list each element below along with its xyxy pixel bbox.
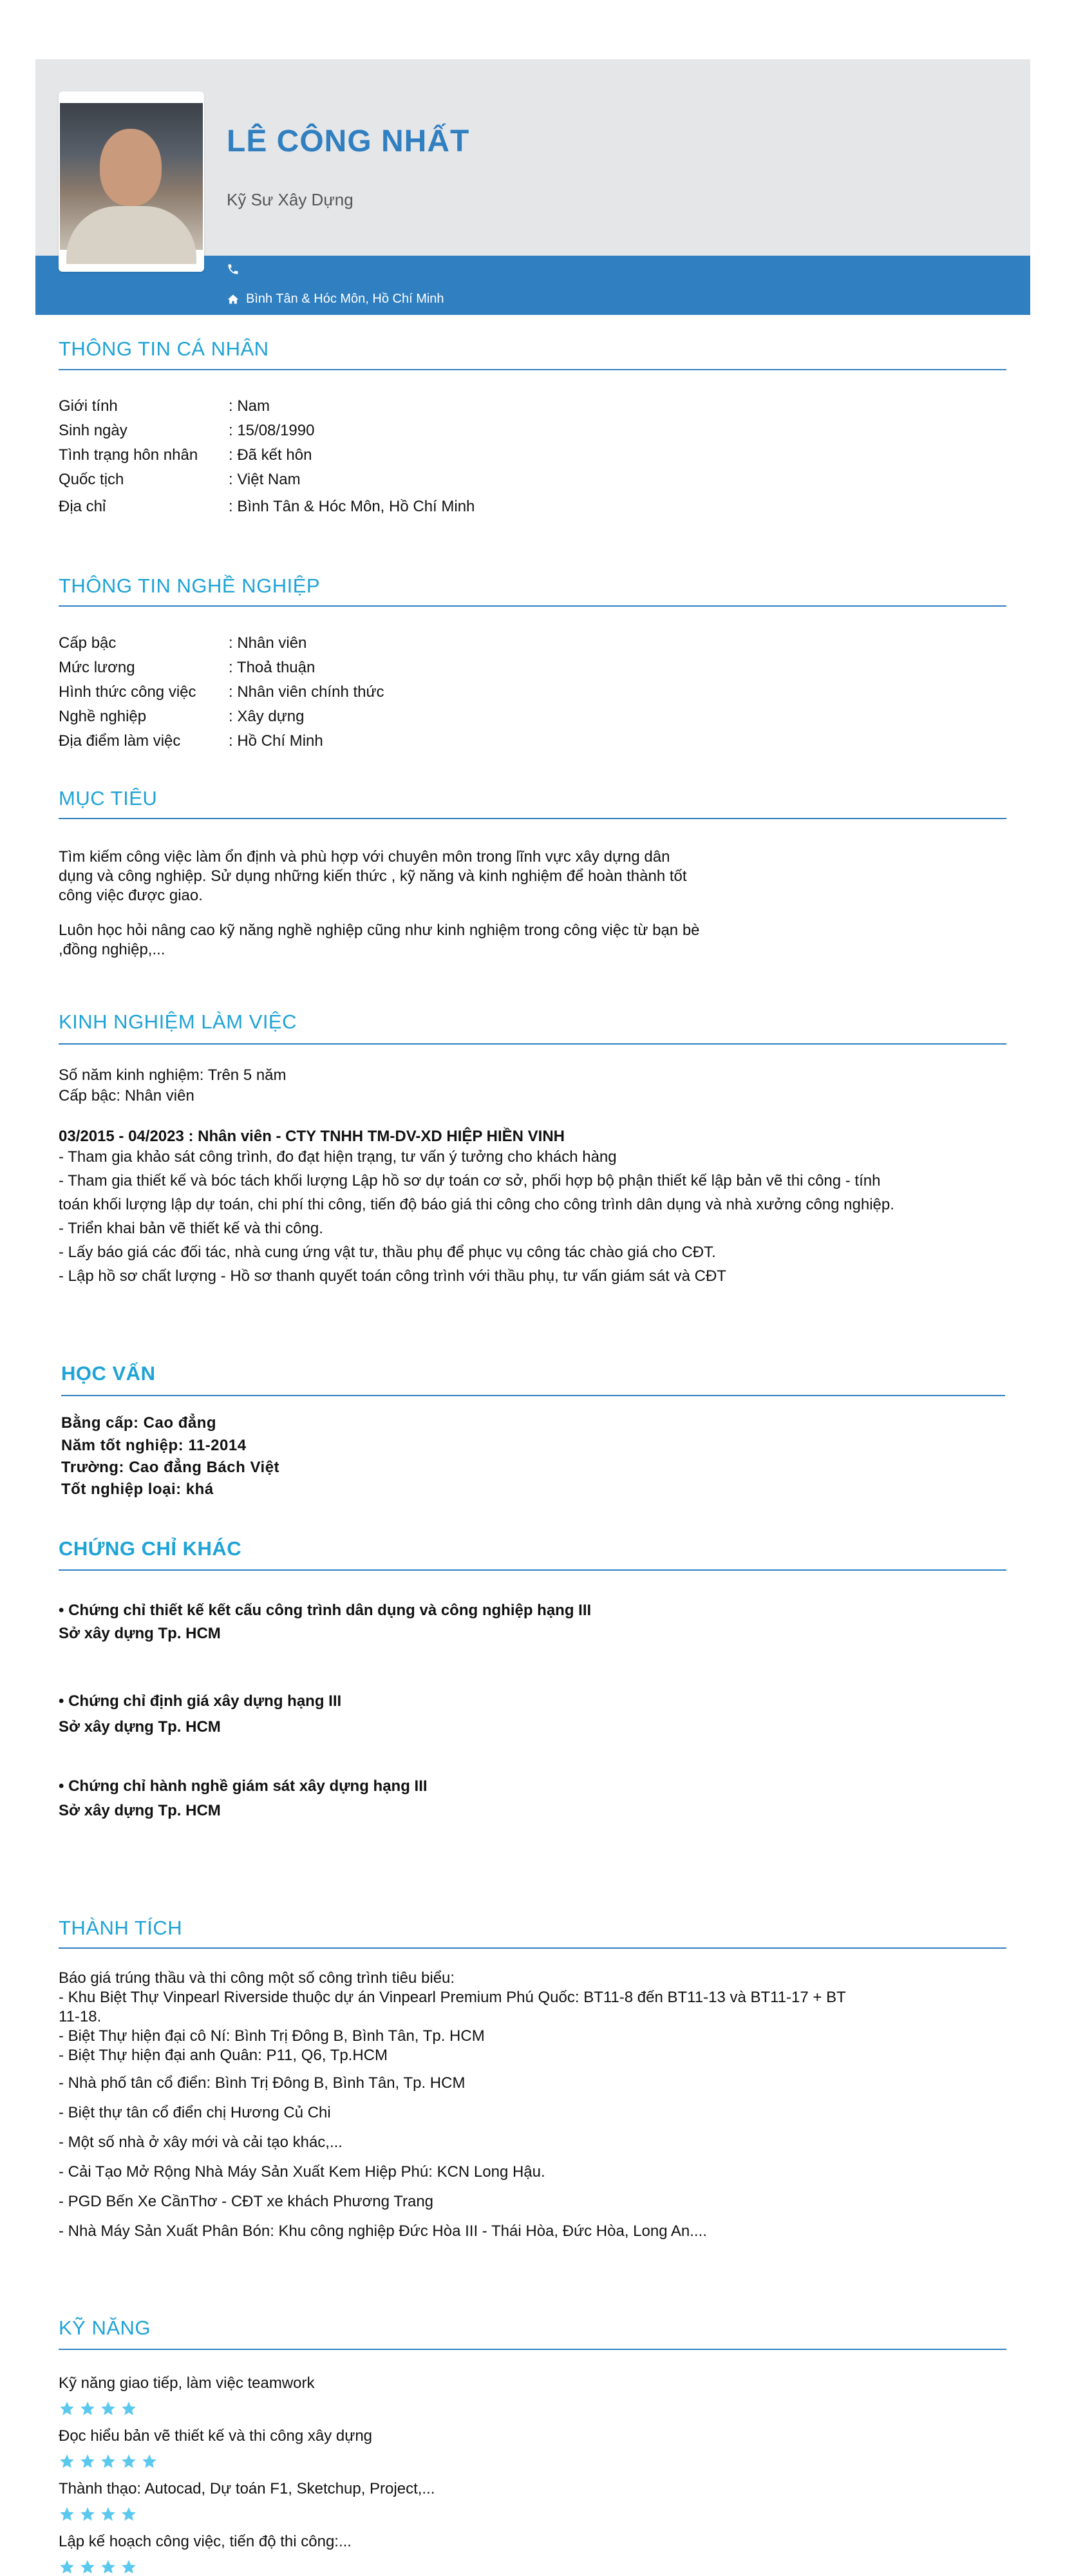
skill-name: Đọc hiểu bản vẽ thiết kế và thi công xây dựng xyxy=(59,2427,373,2445)
skill-rating xyxy=(59,2559,137,2575)
skills-divider xyxy=(59,2349,1006,2350)
value-birthdate: : 15/08/1990 xyxy=(229,422,315,439)
label-work-type: Hình thức công việc xyxy=(59,683,196,701)
value-salary: : Thoả thuận xyxy=(229,659,316,676)
achievement-item: - Một số nhà ở xây mới và cải tạo khác,... xyxy=(59,2134,343,2151)
education-heading: HỌC VẤN xyxy=(61,1362,156,1385)
job-line: - Triển khai bản vẽ thiết kế và thi công. xyxy=(59,1220,323,1237)
value-level: : Nhân viên xyxy=(229,634,307,652)
achievements-divider xyxy=(59,1947,1006,1949)
career-heading: THÔNG TIN NGHỀ NGHIỆP xyxy=(59,574,321,597)
objective-line: công việc được giao. xyxy=(59,887,203,904)
achievement-item: - Nhà phố tân cổ điển: Bình Trị Đông B, Bình Tân, Tp. HCM xyxy=(59,2074,466,2092)
certificate-name: • Chứng chỉ hành nghề giám sát xây dựng hạng III xyxy=(59,1777,428,1795)
candidate-title: Kỹ Sư Xây Dựng xyxy=(227,190,353,209)
skill-rating xyxy=(59,2453,158,2470)
objective-divider xyxy=(59,818,1006,819)
candidate-name: LÊ CÔNG NHẤT xyxy=(227,124,470,158)
value-location: : Hồ Chí Minh xyxy=(229,732,323,750)
achievement-item: - Cải Tạo Mở Rộng Nhà Máy Sản Xuất Kem Hiệp Phú: KCN Long Hậu. xyxy=(59,2163,545,2181)
value-profession: : Xây dựng xyxy=(229,708,305,725)
label-salary: Mức lương xyxy=(59,659,135,676)
avatar-card xyxy=(59,91,204,272)
star-icon xyxy=(120,2400,137,2417)
achievement-item: - Khu Biệt Thự Vinpearl Riverside thuộc dự án Vinpearl Premium Phú Quốc: BT11-8 đến BT11-13 và BT11-17 + BT xyxy=(59,1989,846,2006)
achievement-item: - Biệt Thự hiện đại anh Quân: P11, Q6, Tp.HCM xyxy=(59,2047,388,2064)
skills-heading: KỸ NĂNG xyxy=(59,2316,151,2339)
job-line: toán khối lượng lập dự toán, chi phí thi công, tiến độ báo giá thi công cho công trình dân dụng và nhà xưởng công nghiệp. xyxy=(59,1196,894,1213)
experience-level: Cấp bậc: Nhân viên xyxy=(59,1087,194,1104)
value-marital: : Đã kết hôn xyxy=(229,446,312,464)
label-marital: Tình trạng hôn nhân xyxy=(59,446,198,464)
experience-divider xyxy=(59,1043,1006,1045)
objective-line: ,đồng nghiệp,... xyxy=(59,941,165,958)
certificate-issuer: Sở xây dựng Tp. HCM xyxy=(59,1802,221,1819)
certificates-heading: CHỨNG CHỈ KHÁC xyxy=(59,1537,242,1560)
job-description xyxy=(35,1147,1030,1285)
experience-years: Số năm kinh nghiệm: Trên 5 năm xyxy=(59,1066,287,1084)
address-row xyxy=(227,292,444,307)
star-icon xyxy=(100,2400,117,2417)
skill-name: Lập kế hoạch công việc, tiến độ thi công:... xyxy=(59,2533,352,2550)
career-divider xyxy=(59,605,1006,607)
label-address: Địa chỉ xyxy=(59,498,106,515)
star-icon xyxy=(59,2559,75,2575)
achievement-item: - Biệt Thự hiện đại cô Ní: Bình Trị Đông B, Bình Tân, Tp. HCM xyxy=(59,2027,485,2045)
star-icon xyxy=(59,2453,75,2470)
star-icon xyxy=(100,2506,117,2523)
job-line: - Tham gia thiết kế và bóc tách khối lượng Lập hồ sơ dự toán cơ sở, phối hợp bộ phận thiết kế lập bản vẽ thi công - tính xyxy=(59,1172,881,1189)
phone-row xyxy=(227,263,246,276)
job-line: - Lấy báo giá các đối tác, nhà cung ứng vật tư, thầu phụ để phục vụ công tác chào giá cho CĐT. xyxy=(59,1244,716,1261)
job-line: - Tham gia khảo sát công trình, đo đạt hiện trạng, tư vấn ý tưởng cho khách hàng xyxy=(59,1148,617,1166)
star-icon xyxy=(79,2506,96,2523)
job-line: - Lập hồ sơ chất lượng - Hồ sơ thanh quyết toán công trình với thầu phụ, tư vấn giám sát và CĐT xyxy=(59,1267,726,1285)
education-divider xyxy=(61,1395,1005,1396)
skill-name: Kỹ năng giao tiếp, làm việc teamwork xyxy=(59,2374,315,2392)
objective-heading: MỤC TIÊU xyxy=(59,787,158,810)
star-icon xyxy=(59,2506,75,2523)
star-icon xyxy=(141,2453,158,2470)
certificate-name: • Chứng chỉ thiết kế kết cấu công trình dân dụng và công nghiệp hạng III xyxy=(59,1602,592,1619)
star-icon xyxy=(79,2559,96,2575)
value-address: : Bình Tân & Hóc Môn, Hồ Chí Minh xyxy=(229,498,475,515)
star-icon xyxy=(120,2559,137,2575)
skill-name: Thành thạo: Autocad, Dự toán F1, Sketchup, Project,... xyxy=(59,2480,435,2497)
personal-divider xyxy=(59,369,1006,370)
star-icon xyxy=(59,2400,75,2417)
home-icon xyxy=(227,293,240,306)
achievement-item: - Biệt thự tân cổ điển chị Hương Củ Chi xyxy=(59,2104,331,2121)
star-icon xyxy=(120,2506,137,2523)
objective-line: Tìm kiếm công việc làm ổn định và phù hợp với chuyên môn trong lĩnh vực xây dựng dân xyxy=(59,848,670,866)
certificate-issuer: Sở xây dựng Tp. HCM xyxy=(59,1625,221,1642)
label-gender: Giới tính xyxy=(59,397,118,415)
cv-page xyxy=(35,59,1030,2576)
avatar-shirt xyxy=(66,206,196,264)
label-nationality: Quốc tịch xyxy=(59,471,124,488)
education-grade: Tốt nghiệp loại: khá xyxy=(61,1481,214,1498)
education-degree: Bằng cấp: Cao đẳng xyxy=(61,1414,217,1432)
education-year: Năm tốt nghiệp: 11-2014 xyxy=(61,1437,247,1454)
achievement-intro: Báo giá trúng thầu và thi công một số công trình tiêu biểu: xyxy=(59,1969,455,1987)
personal-heading: THÔNG TIN CÁ NHÂN xyxy=(59,337,269,360)
label-birthdate: Sinh ngày xyxy=(59,422,127,439)
address-text: Bình Tân & Hóc Môn, Hồ Chí Minh xyxy=(246,292,444,306)
achievement-item: - Nhà Máy Sản Xuất Phân Bón: Khu công nghiệp Đức Hòa III - Thái Hòa, Đức Hòa, Long An.... xyxy=(59,2222,707,2240)
star-icon xyxy=(79,2400,96,2417)
star-icon xyxy=(100,2559,117,2575)
objective-line: dụng và công nghiệp. Sử dụng những kiến thức , kỹ năng và kinh nghiệm để hoàn thành tốt xyxy=(59,867,687,885)
education-school: Trường: Cao đẳng Bách Việt xyxy=(61,1459,280,1476)
star-icon xyxy=(120,2453,137,2470)
experience-heading: KINH NGHIỆM LÀM VIỆC xyxy=(59,1010,297,1033)
star-icon xyxy=(100,2453,117,2470)
achievement-item: 11-18. xyxy=(59,2008,102,2025)
achievements-heading: THÀNH TÍCH xyxy=(59,1917,183,1939)
value-work-type: : Nhân viên chính thức xyxy=(229,683,384,701)
label-profession: Nghề nghiệp xyxy=(59,708,147,725)
avatar-face xyxy=(100,129,162,206)
label-location: Địa điểm làm việc xyxy=(59,732,181,750)
skill-rating xyxy=(59,2400,137,2417)
job-title: 03/2015 - 04/2023 : Nhân viên - CTY TNHH TM-DV-XD HIỆP HIỀN VINH xyxy=(59,1128,565,1145)
value-gender: : Nam xyxy=(229,397,270,415)
value-nationality: : Việt Nam xyxy=(229,471,301,488)
objective-line: Luôn học hỏi nâng cao kỹ năng nghề nghiệp cũng như kinh nghiệm trong công việc từ bạn bè xyxy=(59,922,700,939)
label-level: Cấp bậc xyxy=(59,634,117,652)
phone-icon xyxy=(227,263,240,276)
certificate-name: • Chứng chỉ định giá xây dựng hạng III xyxy=(59,1692,342,1710)
certificates-divider xyxy=(59,1569,1006,1571)
avatar xyxy=(60,103,203,250)
certificate-issuer: Sở xây dựng Tp. HCM xyxy=(59,1718,221,1736)
star-icon xyxy=(79,2453,96,2470)
achievement-item: - PGD Bến Xe CầnThơ - CĐT xe khách Phương Trang xyxy=(59,2193,434,2210)
skill-rating xyxy=(59,2506,137,2523)
